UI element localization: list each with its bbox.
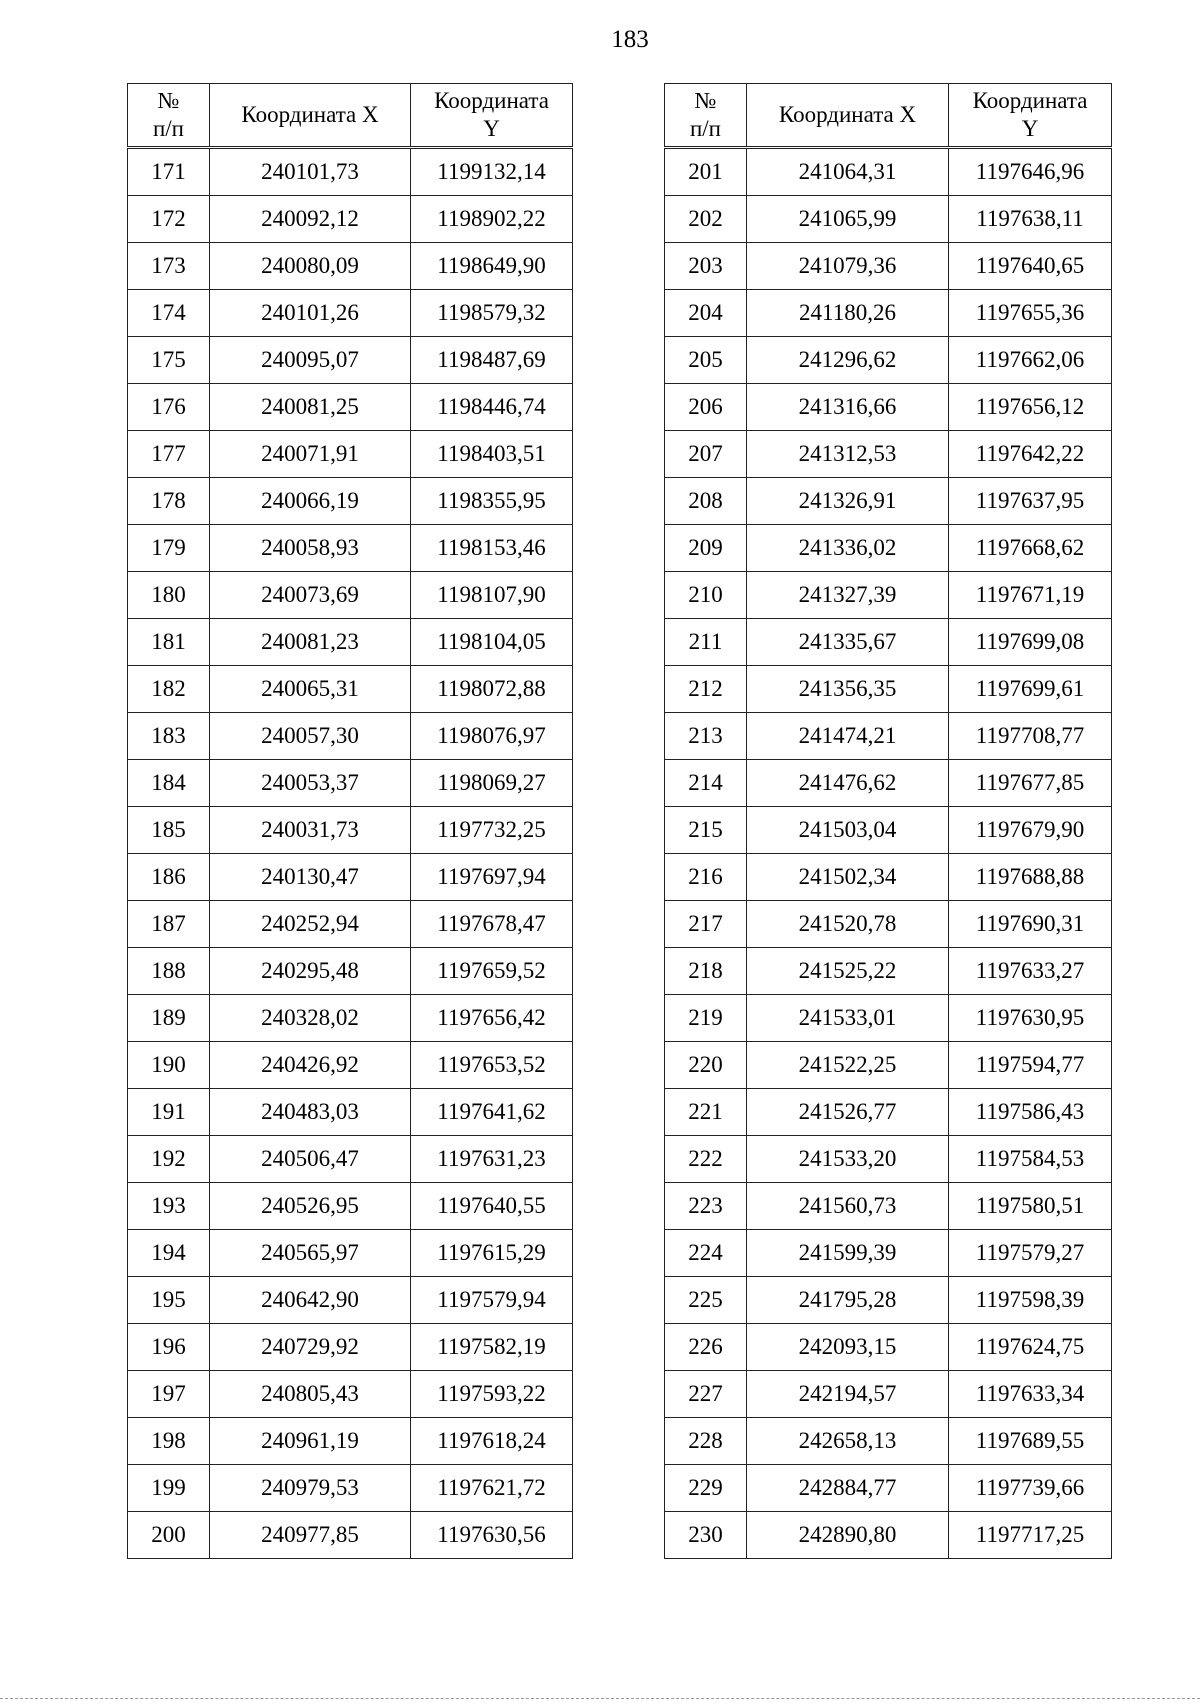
cell-number: 213 (665, 713, 747, 760)
table-row (128, 1183, 573, 1230)
cell-number: 175 (128, 337, 210, 384)
cell-number: 183 (128, 713, 210, 760)
cell-coordinate-x: 240426,92 (210, 1042, 411, 1089)
cell-coordinate-y: 1197630,95 (949, 995, 1112, 1042)
cell-coordinate-x: 240526,95 (210, 1183, 411, 1230)
cell-coordinate-x: 240961,19 (210, 1418, 411, 1465)
cell-coordinate-y: 1197633,34 (949, 1371, 1112, 1418)
cell-coordinate-x: 240805,43 (210, 1371, 411, 1418)
table-row (665, 1465, 1112, 1512)
cell-coordinate-y: 1197656,42 (411, 995, 573, 1042)
cell-coordinate-x: 241599,39 (747, 1230, 949, 1277)
cell-number: 202 (665, 196, 747, 243)
cell-number: 214 (665, 760, 747, 807)
cell-number: 207 (665, 431, 747, 478)
cell-coordinate-y: 1197697,94 (411, 854, 573, 901)
cell-coordinate-y: 1198902,22 (411, 196, 573, 243)
cell-coordinate-y: 1198104,05 (411, 619, 573, 666)
table-row (665, 1277, 1112, 1324)
cell-coordinate-x: 240081,23 (210, 619, 411, 666)
table-row (665, 948, 1112, 995)
table-row (128, 1418, 573, 1465)
cell-coordinate-y: 1197646,96 (949, 148, 1112, 196)
table-row (665, 337, 1112, 384)
cell-coordinate-x: 242658,13 (747, 1418, 949, 1465)
cell-coordinate-y: 1197593,22 (411, 1371, 573, 1418)
cell-number: 215 (665, 807, 747, 854)
table-row (128, 666, 573, 713)
cell-coordinate-y: 1197708,77 (949, 713, 1112, 760)
cell-number: 190 (128, 1042, 210, 1089)
table-row (128, 854, 573, 901)
cell-number: 201 (665, 148, 747, 196)
table-row (665, 807, 1112, 854)
cell-coordinate-y: 1197678,47 (411, 901, 573, 948)
cell-coordinate-y: 1198649,90 (411, 243, 573, 290)
header-coordinate-y: Координата Y (411, 84, 573, 148)
cell-number: 216 (665, 854, 747, 901)
cell-number: 187 (128, 901, 210, 948)
cell-coordinate-x: 241326,91 (747, 478, 949, 525)
cell-coordinate-x: 240101,73 (210, 148, 411, 196)
cell-number: 199 (128, 1465, 210, 1512)
table-row (665, 431, 1112, 478)
cell-coordinate-y: 1197638,11 (949, 196, 1112, 243)
cell-coordinate-x: 242194,57 (747, 1371, 949, 1418)
table-row (665, 1136, 1112, 1183)
table-row (128, 1089, 573, 1136)
cell-coordinate-x: 241356,35 (747, 666, 949, 713)
cell-coordinate-x: 241795,28 (747, 1277, 949, 1324)
cell-coordinate-y: 1197668,62 (949, 525, 1112, 572)
cell-number: 223 (665, 1183, 747, 1230)
cell-number: 189 (128, 995, 210, 1042)
cell-coordinate-x: 240065,31 (210, 666, 411, 713)
header-number: № п/п (665, 84, 747, 148)
cell-number: 178 (128, 478, 210, 525)
cell-coordinate-y: 1197677,85 (949, 760, 1112, 807)
table-row (128, 1324, 573, 1371)
cell-number: 229 (665, 1465, 747, 1512)
cell-coordinate-y: 1198107,90 (411, 572, 573, 619)
cell-number: 185 (128, 807, 210, 854)
cell-number: 171 (128, 148, 210, 196)
cell-coordinate-x: 241560,73 (747, 1183, 949, 1230)
cell-number: 180 (128, 572, 210, 619)
table-row (128, 1136, 573, 1183)
cell-coordinate-x: 240066,19 (210, 478, 411, 525)
cell-coordinate-y: 1197584,53 (949, 1136, 1112, 1183)
cell-number: 228 (665, 1418, 747, 1465)
table-row (128, 948, 573, 995)
header-coordinate-x: Координата X (210, 84, 411, 148)
cell-number: 208 (665, 478, 747, 525)
cell-number: 205 (665, 337, 747, 384)
table-row (665, 1042, 1112, 1089)
cell-coordinate-y: 1197689,55 (949, 1418, 1112, 1465)
table-row (128, 713, 573, 760)
cell-coordinate-x: 240295,48 (210, 948, 411, 995)
cell-coordinate-y: 1197699,61 (949, 666, 1112, 713)
cell-coordinate-x: 240130,47 (210, 854, 411, 901)
cell-coordinate-y: 1197618,24 (411, 1418, 573, 1465)
cell-coordinate-y: 1197688,88 (949, 854, 1112, 901)
cell-coordinate-x: 241316,66 (747, 384, 949, 431)
cell-coordinate-y: 1198355,95 (411, 478, 573, 525)
cell-coordinate-x: 240642,90 (210, 1277, 411, 1324)
table-row (665, 1324, 1112, 1371)
cell-coordinate-x: 241296,62 (747, 337, 949, 384)
cell-coordinate-x: 240101,26 (210, 290, 411, 337)
cell-coordinate-x: 242890,80 (747, 1512, 949, 1559)
cell-number: 222 (665, 1136, 747, 1183)
cell-number: 191 (128, 1089, 210, 1136)
cell-coordinate-y: 1197671,19 (949, 572, 1112, 619)
cell-number: 186 (128, 854, 210, 901)
cell-coordinate-x: 241335,67 (747, 619, 949, 666)
header-number: № п/п (128, 84, 210, 148)
cell-number: 211 (665, 619, 747, 666)
cell-coordinate-x: 242093,15 (747, 1324, 949, 1371)
cell-number: 177 (128, 431, 210, 478)
cell-coordinate-x: 241526,77 (747, 1089, 949, 1136)
cell-number: 172 (128, 196, 210, 243)
table-row (665, 1230, 1112, 1277)
cell-coordinate-x: 241520,78 (747, 901, 949, 948)
cell-coordinate-y: 1197656,12 (949, 384, 1112, 431)
cell-coordinate-x: 241079,36 (747, 243, 949, 290)
table-row (665, 713, 1112, 760)
cell-coordinate-x: 241474,21 (747, 713, 949, 760)
cell-coordinate-x: 240053,37 (210, 760, 411, 807)
cell-coordinate-x: 241533,01 (747, 995, 949, 1042)
cell-coordinate-x: 240979,53 (210, 1465, 411, 1512)
cell-coordinate-y: 1197579,94 (411, 1277, 573, 1324)
table-row (128, 196, 573, 243)
table-row (665, 619, 1112, 666)
cell-coordinate-y: 1197690,31 (949, 901, 1112, 948)
table-row (665, 384, 1112, 431)
table-row (128, 431, 573, 478)
table-row (665, 525, 1112, 572)
cell-coordinate-y: 1199132,14 (411, 148, 573, 196)
cell-coordinate-y: 1197594,77 (949, 1042, 1112, 1089)
cell-coordinate-x: 241064,31 (747, 148, 949, 196)
cell-coordinate-y: 1197642,22 (949, 431, 1112, 478)
cell-coordinate-y: 1197621,72 (411, 1465, 573, 1512)
table-row (665, 1371, 1112, 1418)
cell-coordinate-x: 241503,04 (747, 807, 949, 854)
cell-number: 188 (128, 948, 210, 995)
cell-coordinate-y: 1197662,06 (949, 337, 1112, 384)
header-coordinate-y: Координата Y (949, 84, 1112, 148)
table-row (128, 619, 573, 666)
cell-coordinate-y: 1198487,69 (411, 337, 573, 384)
cell-number: 198 (128, 1418, 210, 1465)
table-row (128, 572, 573, 619)
cell-coordinate-y: 1197653,52 (411, 1042, 573, 1089)
table-row (128, 760, 573, 807)
cell-coordinate-y: 1198153,46 (411, 525, 573, 572)
cell-number: 227 (665, 1371, 747, 1418)
cell-coordinate-y: 1197624,75 (949, 1324, 1112, 1371)
cell-coordinate-y: 1197630,56 (411, 1512, 573, 1559)
cell-coordinate-y: 1197655,36 (949, 290, 1112, 337)
table-header-row (128, 84, 573, 148)
table-row (665, 148, 1112, 196)
cell-coordinate-y: 1197739,66 (949, 1465, 1112, 1512)
cell-coordinate-y: 1197579,27 (949, 1230, 1112, 1277)
header-coordinate-x: Координата X (747, 84, 949, 148)
cell-number: 206 (665, 384, 747, 431)
cell-number: 184 (128, 760, 210, 807)
cell-coordinate-y: 1197641,62 (411, 1089, 573, 1136)
table-row (665, 196, 1112, 243)
cell-number: 220 (665, 1042, 747, 1089)
scan-edge-line (0, 1698, 1200, 1702)
cell-coordinate-y: 1197640,55 (411, 1183, 573, 1230)
table-row (128, 290, 573, 337)
cell-coordinate-x: 240031,73 (210, 807, 411, 854)
cell-coordinate-y: 1197637,95 (949, 478, 1112, 525)
cell-number: 195 (128, 1277, 210, 1324)
cell-coordinate-x: 241476,62 (747, 760, 949, 807)
cell-coordinate-x: 241327,39 (747, 572, 949, 619)
cell-number: 179 (128, 525, 210, 572)
cell-coordinate-x: 240092,12 (210, 196, 411, 243)
table-row (128, 1371, 573, 1418)
cell-number: 219 (665, 995, 747, 1042)
table-row (665, 243, 1112, 290)
table-row (128, 995, 573, 1042)
table-row (128, 1230, 573, 1277)
cell-coordinate-x: 241312,53 (747, 431, 949, 478)
cell-number: 209 (665, 525, 747, 572)
coordinates-table-left (127, 83, 573, 1559)
cell-coordinate-y: 1198076,97 (411, 713, 573, 760)
cell-coordinate-x: 240058,93 (210, 525, 411, 572)
cell-number: 217 (665, 901, 747, 948)
cell-number: 192 (128, 1136, 210, 1183)
cell-number: 204 (665, 290, 747, 337)
table-row (665, 478, 1112, 525)
table-row (665, 1183, 1112, 1230)
cell-number: 210 (665, 572, 747, 619)
table-row (128, 901, 573, 948)
table-row (128, 148, 573, 196)
cell-coordinate-y: 1197615,29 (411, 1230, 573, 1277)
cell-coordinate-x: 240506,47 (210, 1136, 411, 1183)
cell-coordinate-x: 241533,20 (747, 1136, 949, 1183)
table-row (128, 243, 573, 290)
cell-number: 174 (128, 290, 210, 337)
cell-coordinate-y: 1197679,90 (949, 807, 1112, 854)
table-row (665, 854, 1112, 901)
table-row (665, 901, 1112, 948)
cell-number: 218 (665, 948, 747, 995)
cell-coordinate-y: 1197717,25 (949, 1512, 1112, 1559)
page-number: 183 (611, 26, 649, 53)
cell-coordinate-x: 241502,34 (747, 854, 949, 901)
cell-coordinate-x: 240057,30 (210, 713, 411, 760)
cell-coordinate-y: 1197659,52 (411, 948, 573, 995)
cell-coordinate-y: 1197582,19 (411, 1324, 573, 1371)
cell-coordinate-x: 241065,99 (747, 196, 949, 243)
cell-number: 194 (128, 1230, 210, 1277)
cell-coordinate-y: 1197631,23 (411, 1136, 573, 1183)
table-row (665, 290, 1112, 337)
table-row (665, 666, 1112, 713)
cell-number: 193 (128, 1183, 210, 1230)
cell-coordinate-y: 1197633,27 (949, 948, 1112, 995)
cell-number: 212 (665, 666, 747, 713)
cell-coordinate-x: 242884,77 (747, 1465, 949, 1512)
table-row (665, 995, 1112, 1042)
cell-coordinate-y: 1197699,08 (949, 619, 1112, 666)
cell-coordinate-x: 240071,91 (210, 431, 411, 478)
cell-number: 203 (665, 243, 747, 290)
cell-number: 196 (128, 1324, 210, 1371)
cell-number: 200 (128, 1512, 210, 1559)
table-row (128, 1465, 573, 1512)
cell-coordinate-x: 240328,02 (210, 995, 411, 1042)
table-row (665, 1089, 1112, 1136)
cell-coordinate-x: 241180,26 (747, 290, 949, 337)
cell-coordinate-x: 240483,03 (210, 1089, 411, 1136)
cell-coordinate-y: 1197586,43 (949, 1089, 1112, 1136)
cell-coordinate-y: 1197732,25 (411, 807, 573, 854)
cell-coordinate-x: 240729,92 (210, 1324, 411, 1371)
table-row (128, 807, 573, 854)
cell-coordinate-x: 241525,22 (747, 948, 949, 995)
cell-coordinate-y: 1198579,32 (411, 290, 573, 337)
cell-coordinate-x: 240073,69 (210, 572, 411, 619)
cell-coordinate-x: 240095,07 (210, 337, 411, 384)
table-row (665, 1512, 1112, 1559)
cell-coordinate-y: 1197640,65 (949, 243, 1112, 290)
cell-number: 226 (665, 1324, 747, 1371)
cell-number: 197 (128, 1371, 210, 1418)
cell-coordinate-x: 240081,25 (210, 384, 411, 431)
cell-coordinate-x: 240977,85 (210, 1512, 411, 1559)
table-row (128, 525, 573, 572)
table-row (665, 1418, 1112, 1465)
table-row (665, 760, 1112, 807)
cell-coordinate-y: 1198072,88 (411, 666, 573, 713)
cell-number: 176 (128, 384, 210, 431)
cell-number: 181 (128, 619, 210, 666)
table-row (128, 1277, 573, 1324)
cell-coordinate-y: 1198446,74 (411, 384, 573, 431)
cell-number: 224 (665, 1230, 747, 1277)
cell-coordinate-x: 241336,02 (747, 525, 949, 572)
cell-coordinate-x: 240565,97 (210, 1230, 411, 1277)
cell-coordinate-y: 1197598,39 (949, 1277, 1112, 1324)
cell-number: 182 (128, 666, 210, 713)
table-header-row (665, 84, 1112, 148)
table-row (128, 384, 573, 431)
table-row (128, 478, 573, 525)
cell-coordinate-y: 1198403,51 (411, 431, 573, 478)
cell-coordinate-y: 1197580,51 (949, 1183, 1112, 1230)
table-row (128, 1512, 573, 1559)
cell-coordinate-y: 1198069,27 (411, 760, 573, 807)
table-row (128, 337, 573, 384)
cell-number: 173 (128, 243, 210, 290)
cell-number: 230 (665, 1512, 747, 1559)
cell-coordinate-x: 240252,94 (210, 901, 411, 948)
cell-number: 225 (665, 1277, 747, 1324)
cell-coordinate-x: 241522,25 (747, 1042, 949, 1089)
table-row (128, 1042, 573, 1089)
table-row (665, 572, 1112, 619)
cell-coordinate-x: 240080,09 (210, 243, 411, 290)
coordinates-table-right (664, 83, 1112, 1559)
cell-number: 221 (665, 1089, 747, 1136)
